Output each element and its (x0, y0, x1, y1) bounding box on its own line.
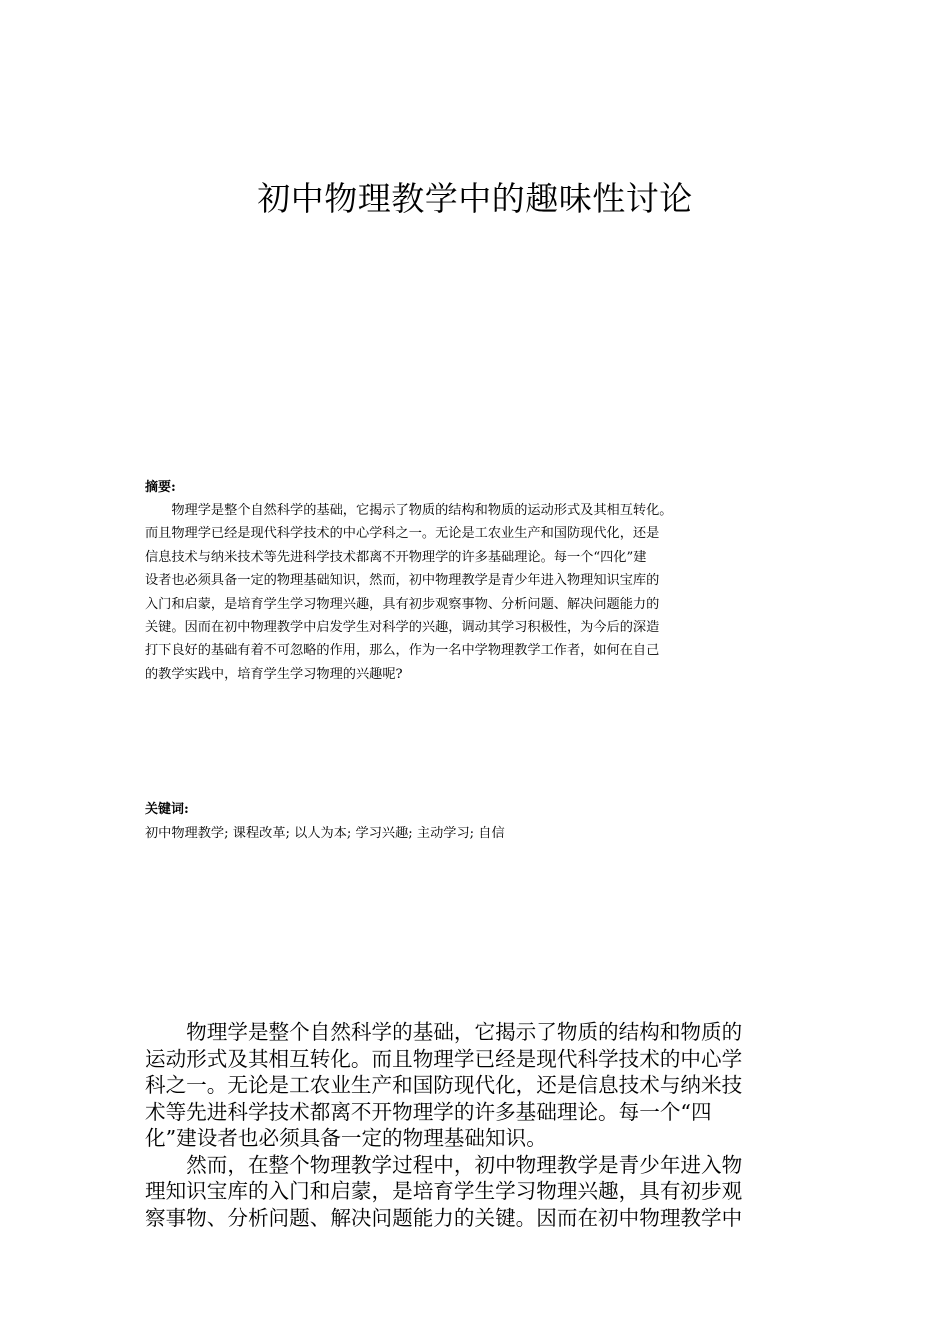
abstract-line: 设者也必须具备一定的物理基础知识，然而，初中物理教学是青少年进入物理知识宝库的 (145, 573, 660, 589)
body-line: 运动形式及其相互转化。而且物理学已经是现代科学技术的中心学 (145, 1046, 743, 1071)
body-line: 理知识宝库的入门和启蒙，是培育学生学习物理兴趣，具有初步观 (145, 1179, 743, 1203)
body-text (145, 1019, 810, 1231)
body-line: 科之一。无论是工农业生产和国防现代化，还是信息技术与纳米技 (145, 1073, 743, 1097)
abstract-line: 信息技术与纳米技术等先进科学技术都离不开物理学的许多基础理论。每一个“四化”建 (145, 549, 647, 565)
body-line: 察事物、分析问题、解决问题能力的关键。因而在初中物理教学中 (145, 1205, 743, 1230)
body-line: 物理学是整个自然科学的基础，它揭示了物质的结构和物质的 (145, 1020, 743, 1044)
abstract-line: 关键。因而在初中物理教学中启发学生对科学的兴趣，调动其学习积极性，为今后的深造 (145, 620, 660, 636)
abstract-line: 而且物理学已经是现代科学技术的中心学科之一。无论是工农业生产和国防现代化，还是 (145, 526, 660, 542)
abstract-line: 入门和启蒙，是培育学生学习物理兴趣，具有初步观察事物、分析问题、解决问题能力的 (145, 596, 660, 612)
abstract-line: 的教学实践中，培育学生学习物理的兴趣呢? (145, 666, 403, 682)
keywords-text: 初中物理教学; 课程改革; 以人为本; 学习兴趣; 主动学习; 自信 (145, 826, 505, 841)
keywords-label: 关键词: (145, 802, 189, 817)
abstract-line: 物理学是整个自然科学的基础，它揭示了物质的结构和物质的运动形式及其相互转化。 (145, 503, 673, 518)
body-line: 然而，在整个物理教学过程中，初中物理教学是青少年进入物 (145, 1152, 743, 1177)
document-title: 初中物理教学中的趣味性讨论 (257, 179, 693, 218)
abstract-line: 打下良好的基础有着不可忽略的作用，那么，作为一名中学物理教学工作者，如何在自己 (145, 643, 660, 659)
body-line: 化”建设者也必须具备一定的物理基础知识。 (145, 1126, 547, 1150)
body-line: 术等先进科学技术都离不开物理学的许多基础理论。每一个“四 (145, 1099, 712, 1124)
abstract-label: 摘要: (145, 480, 176, 495)
abstract-paragraph (145, 499, 805, 686)
